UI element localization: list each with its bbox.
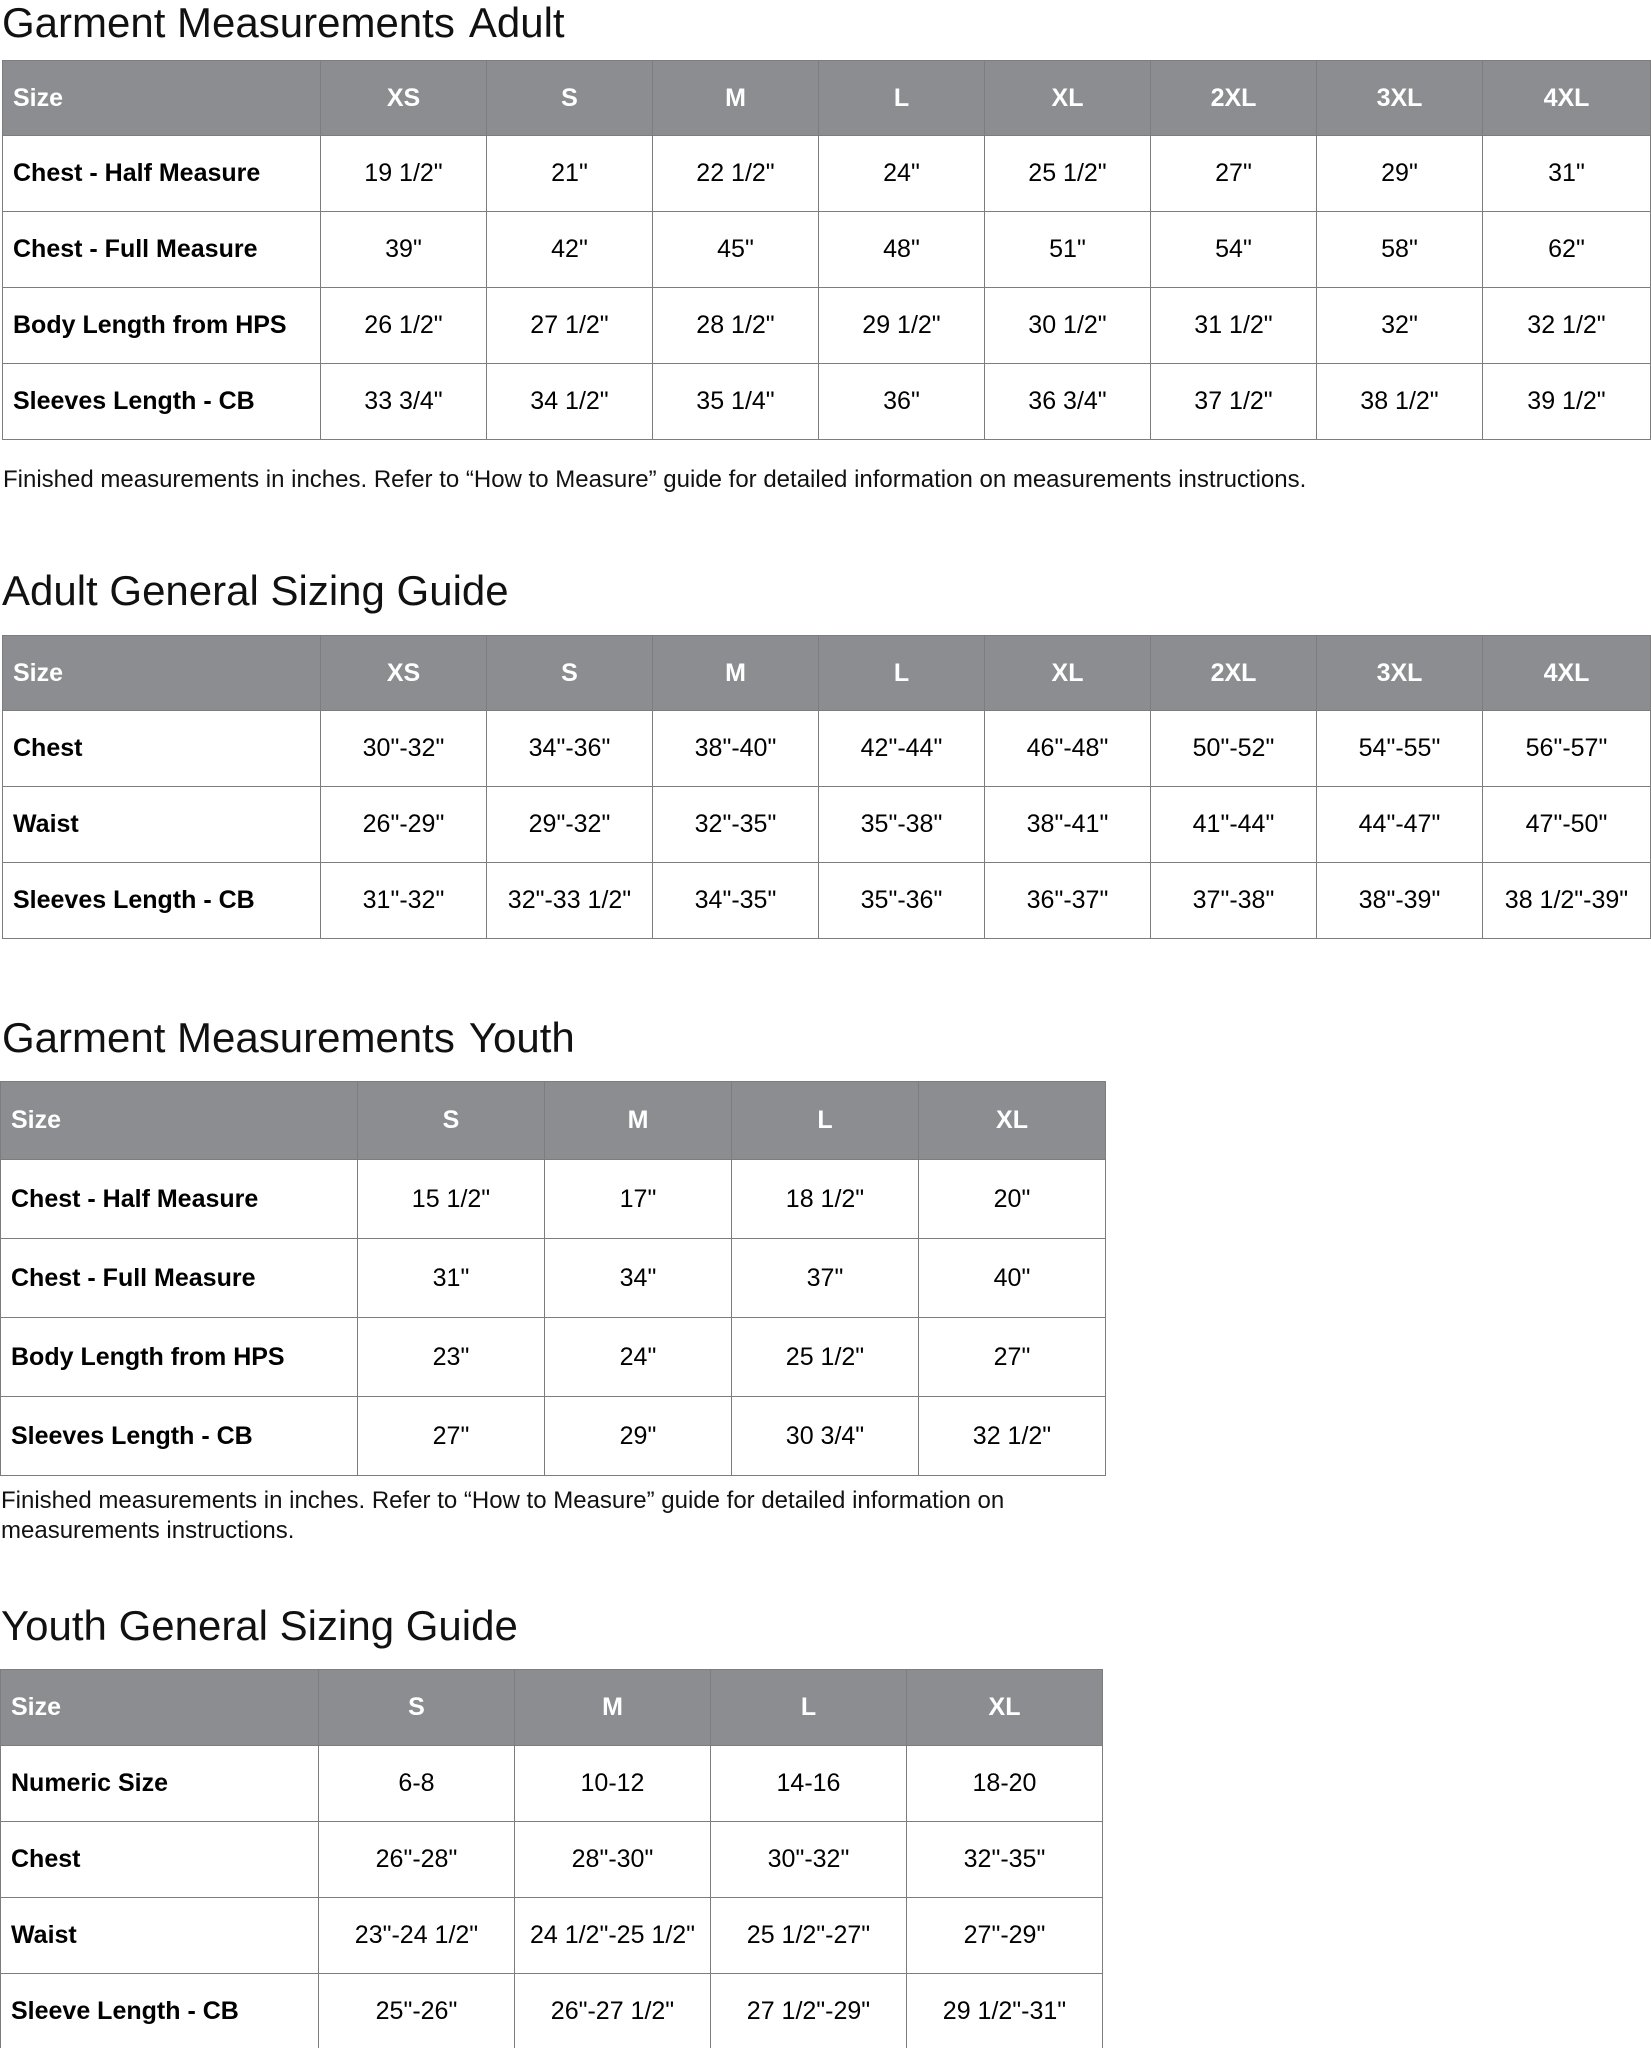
table-cell: 30"-32" xyxy=(321,711,487,787)
table-cell: 34"-35" xyxy=(653,863,819,939)
table-row xyxy=(1,1160,1106,1239)
table-cell: 25 1/2"-27" xyxy=(711,1898,907,1974)
table-row xyxy=(3,288,1651,364)
table-cell: 51" xyxy=(985,212,1151,288)
header-cell: S xyxy=(487,61,653,136)
table-row xyxy=(1,1239,1106,1318)
table-cell: 37 1/2" xyxy=(1151,364,1317,440)
table-cell: 45" xyxy=(653,212,819,288)
header-cell: M xyxy=(653,636,819,711)
row-label: Chest xyxy=(3,711,321,787)
table-cell: 41"-44" xyxy=(1151,787,1317,863)
header-cell: Size xyxy=(3,636,321,711)
title-text: Garment Measurements xyxy=(2,1014,455,1061)
header-cell: 2XL xyxy=(1151,61,1317,136)
table-cell: 38"-39" xyxy=(1317,863,1483,939)
table-cell: 18 1/2" xyxy=(732,1160,919,1239)
header-cell: L xyxy=(819,61,985,136)
table-cell: 27" xyxy=(358,1397,545,1476)
table-cell: 35"-38" xyxy=(819,787,985,863)
table-row xyxy=(3,136,1651,212)
table-cell: 25 1/2" xyxy=(985,136,1151,212)
table-cell: 29 1/2"-31" xyxy=(907,1974,1103,2048)
title-text: Adult General Sizing Guide xyxy=(2,567,509,614)
table-cell: 34" xyxy=(545,1239,732,1318)
table-cell: 23"-24 1/2" xyxy=(319,1898,515,1974)
table-cell: 15 1/2" xyxy=(358,1160,545,1239)
table-cell: 18-20 xyxy=(907,1746,1103,1822)
table-cell: 32"-35" xyxy=(907,1822,1103,1898)
table-cell: 35"-36" xyxy=(819,863,985,939)
header-cell: S xyxy=(319,1670,515,1746)
table-cell: 19 1/2" xyxy=(321,136,487,212)
measurement-note-adult: Finished measurements in inches. Refer to “How to Measure” guide for detailed information on measurements instructions. xyxy=(3,466,1307,493)
table-cell: 30 1/2" xyxy=(985,288,1151,364)
row-label: Chest xyxy=(1,1822,319,1898)
table-cell: 21" xyxy=(487,136,653,212)
table-cell: 10-12 xyxy=(515,1746,711,1822)
table-cell: 30 3/4" xyxy=(732,1397,919,1476)
table-cell: 42"-44" xyxy=(819,711,985,787)
table-cell: 32 1/2" xyxy=(919,1397,1106,1476)
row-label: Numeric Size xyxy=(1,1746,319,1822)
table-cell: 54" xyxy=(1151,212,1317,288)
table-cell: 38"-40" xyxy=(653,711,819,787)
section-title-adult-guide xyxy=(2,567,509,614)
header-cell: L xyxy=(819,636,985,711)
header-row xyxy=(3,61,1651,136)
row-label: Body Length from HPS xyxy=(1,1318,358,1397)
header-cell: S xyxy=(358,1082,545,1160)
header-row xyxy=(1,1670,1103,1746)
table-cell: 29" xyxy=(545,1397,732,1476)
table-cell: 36 3/4" xyxy=(985,364,1151,440)
table-cell: 31" xyxy=(1483,136,1651,212)
table-cell: 39" xyxy=(321,212,487,288)
table-cell: 29"-32" xyxy=(487,787,653,863)
table-cell: 20" xyxy=(919,1160,1106,1239)
table-cell: 17" xyxy=(545,1160,732,1239)
youth-garment-table xyxy=(0,1081,1106,1476)
table-row xyxy=(3,787,1651,863)
header-cell: M xyxy=(545,1082,732,1160)
table-cell: 44"-47" xyxy=(1317,787,1483,863)
header-cell: M xyxy=(515,1670,711,1746)
table-cell: 48" xyxy=(819,212,985,288)
row-label: Sleeves Length - CB xyxy=(3,364,321,440)
table-cell: 38"-41" xyxy=(985,787,1151,863)
row-label: Sleeves Length - CB xyxy=(1,1397,358,1476)
table-cell: 24" xyxy=(545,1318,732,1397)
table-cell: 56"-57" xyxy=(1483,711,1651,787)
table-cell: 33 3/4" xyxy=(321,364,487,440)
table-cell: 37" xyxy=(732,1239,919,1318)
header-cell: XL xyxy=(985,61,1151,136)
table-cell: 29 1/2" xyxy=(819,288,985,364)
adult-garment-table xyxy=(2,60,1651,440)
header-cell: XS xyxy=(321,636,487,711)
header-cell: Size xyxy=(3,61,321,136)
table-cell: 26"-28" xyxy=(319,1822,515,1898)
table-row xyxy=(3,364,1651,440)
table-cell: 25 1/2" xyxy=(732,1318,919,1397)
table-row xyxy=(3,711,1651,787)
title-text: Garment Measurements xyxy=(2,0,455,46)
table-row xyxy=(1,1397,1106,1476)
header-row xyxy=(3,636,1651,711)
table-cell: 25"-26" xyxy=(319,1974,515,2048)
table-cell: 32"-33 1/2" xyxy=(487,863,653,939)
table-cell: 26"-29" xyxy=(321,787,487,863)
header-cell: 3XL xyxy=(1317,636,1483,711)
table-cell: 23" xyxy=(358,1318,545,1397)
table-cell: 47"-50" xyxy=(1483,787,1651,863)
table-cell: 24 1/2"-25 1/2" xyxy=(515,1898,711,1974)
title-subtitle: Youth xyxy=(468,1014,575,1061)
table-cell: 38 1/2"-39" xyxy=(1483,863,1651,939)
table-cell: 29" xyxy=(1317,136,1483,212)
table-cell: 39 1/2" xyxy=(1483,364,1651,440)
header-cell: 4XL xyxy=(1483,636,1651,711)
row-label: Body Length from HPS xyxy=(3,288,321,364)
table-cell: 40" xyxy=(919,1239,1106,1318)
table-cell: 34"-36" xyxy=(487,711,653,787)
section-title-youth-guide xyxy=(1,1602,518,1649)
header-cell: Size xyxy=(1,1670,319,1746)
table-cell: 42" xyxy=(487,212,653,288)
header-cell: 2XL xyxy=(1151,636,1317,711)
header-cell: XL xyxy=(985,636,1151,711)
table-cell: 38 1/2" xyxy=(1317,364,1483,440)
table-cell: 26 1/2" xyxy=(321,288,487,364)
table-cell: 28"-30" xyxy=(515,1822,711,1898)
table-cell: 22 1/2" xyxy=(653,136,819,212)
table-cell: 14-16 xyxy=(711,1746,907,1822)
table-cell: 31 1/2" xyxy=(1151,288,1317,364)
table-cell: 32" xyxy=(1317,288,1483,364)
table-row xyxy=(3,863,1651,939)
header-cell: L xyxy=(711,1670,907,1746)
table-cell: 36"-37" xyxy=(985,863,1151,939)
table-cell: 24" xyxy=(819,136,985,212)
header-cell: 3XL xyxy=(1317,61,1483,136)
header-cell: XS xyxy=(321,61,487,136)
table-cell: 35 1/4" xyxy=(653,364,819,440)
header-cell: XL xyxy=(907,1670,1103,1746)
header-cell: 4XL xyxy=(1483,61,1651,136)
table-cell: 37"-38" xyxy=(1151,863,1317,939)
title-text: Youth General Sizing Guide xyxy=(1,1602,518,1649)
table-cell: 46"-48" xyxy=(985,711,1151,787)
table-cell: 27" xyxy=(1151,136,1317,212)
table-cell: 34 1/2" xyxy=(487,364,653,440)
row-label: Waist xyxy=(3,787,321,863)
table-row xyxy=(3,212,1651,288)
table-cell: 30"-32" xyxy=(711,1822,907,1898)
table-row xyxy=(1,1746,1103,1822)
table-row xyxy=(1,1822,1103,1898)
table-cell: 27"-29" xyxy=(907,1898,1103,1974)
table-cell: 36" xyxy=(819,364,985,440)
table-cell: 62" xyxy=(1483,212,1651,288)
title-subtitle: Adult xyxy=(468,0,565,46)
table-row xyxy=(1,1318,1106,1397)
row-label: Chest - Full Measure xyxy=(1,1239,358,1318)
table-cell: 27 1/2"-29" xyxy=(711,1974,907,2048)
header-cell: L xyxy=(732,1082,919,1160)
table-cell: 54"-55" xyxy=(1317,711,1483,787)
row-label: Sleeve Length - CB xyxy=(1,1974,319,2048)
table-cell: 58" xyxy=(1317,212,1483,288)
note-line: Finished measurements in inches. Refer to “How to Measure” guide for detailed information on xyxy=(1,1487,1005,1514)
youth-guide-table xyxy=(0,1669,1103,2048)
header-cell: Size xyxy=(1,1082,358,1160)
section-title-youth-garment xyxy=(2,1014,575,1061)
table-cell: 27" xyxy=(919,1318,1106,1397)
table-cell: 31"-32" xyxy=(321,863,487,939)
header-cell: S xyxy=(487,636,653,711)
table-cell: 28 1/2" xyxy=(653,288,819,364)
adult-guide-table xyxy=(2,635,1651,939)
table-row xyxy=(1,1974,1103,2048)
note-line: measurements instructions. xyxy=(1,1517,295,1544)
table-cell: 32 1/2" xyxy=(1483,288,1651,364)
row-label: Chest - Full Measure xyxy=(3,212,321,288)
table-cell: 26"-27 1/2" xyxy=(515,1974,711,2048)
row-label: Chest - Half Measure xyxy=(3,136,321,212)
row-label: Waist xyxy=(1,1898,319,1974)
table-row xyxy=(1,1898,1103,1974)
table-cell: 27 1/2" xyxy=(487,288,653,364)
table-cell: 50"-52" xyxy=(1151,711,1317,787)
row-label: Sleeves Length - CB xyxy=(3,863,321,939)
measurement-note-youth xyxy=(1,1486,1111,1546)
row-label: Chest - Half Measure xyxy=(1,1160,358,1239)
header-cell: M xyxy=(653,61,819,136)
table-cell: 32"-35" xyxy=(653,787,819,863)
section-title-adult-garment xyxy=(2,2,565,44)
header-row xyxy=(1,1082,1106,1160)
table-cell: 31" xyxy=(358,1239,545,1318)
header-cell: XL xyxy=(919,1082,1106,1160)
table-cell: 6-8 xyxy=(319,1746,515,1822)
